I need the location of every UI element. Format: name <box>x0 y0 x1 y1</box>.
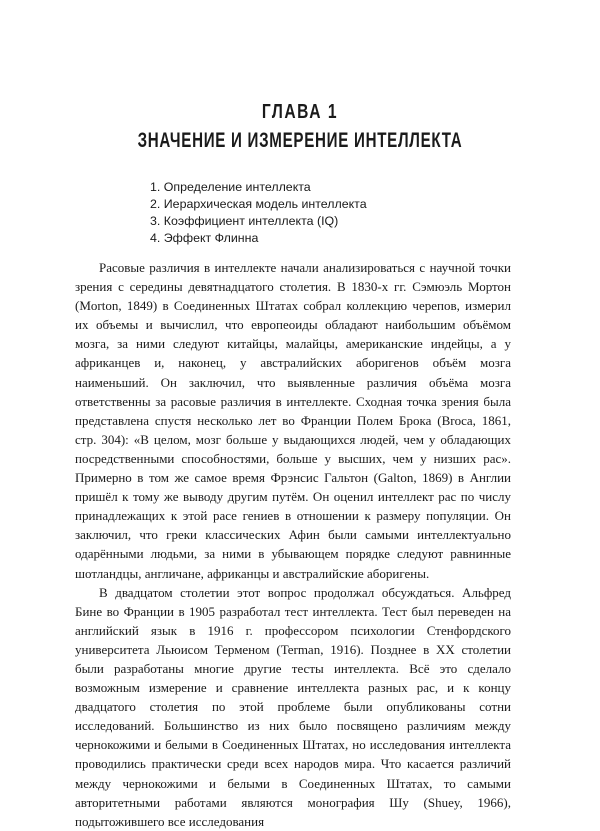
chapter-heading <box>0 100 600 154</box>
chapter-label: ГЛАВА 1 <box>261 101 339 123</box>
contents-item: 2. Иерархическая модель интеллекта <box>150 197 367 211</box>
chapter-title: ЗНАЧЕНИЕ И ИЗМЕРЕНИЕ ИНТЕЛЛЕКТА <box>137 129 463 152</box>
contents-item: 3. Коэффициент интеллекта (IQ) <box>150 214 339 228</box>
paragraph: Расовые различия в интеллекте начали анализироваться с научной точки зрения с середины девятнадцатого столетия. В 1830-х гг. Сэмюэль Мортон (Morton, 1849) в Соединенных Штатах собрал коллекцию черепов, измерил их объемы и вычислил, что европеоиды обладают наибольшим объёмом мозга, за ними следуют китайцы, малайцы, американские индейцы, а у африканцев и, наконец, у австралийских аборигенов объём мозга наименьший. Он заключил, что выявленные различия объёма мозга ответственны за расовые различия в интеллекте. Сходная точка зрения была представлена спустя несколько лет во Франции Полем Брока (Broca, 1861, стр. 304): «В целом, мозг больше у выдающихся людей, чем у обладающих посредственными способностями, больше у высших, чем у низших рас». Примерно в том же самое время Фрэнсис Гальтон (Galton, 1869) в Англии пришёл к тому же выводу другим путём. Он оценил интеллект рас по числу принадлежащих к этой расе гениев в отношении к размеру популяции. Он заключил, что греки классических Афин были самыми интеллектуально одарёнными людьми, за ними в убывающем порядке следуют равнинные шотландцы, англичане, африканцы и австралийские аборигены. <box>75 260 511 581</box>
contents-item: 1. Определение интеллекта <box>150 180 311 194</box>
chapter-contents-list <box>150 179 450 247</box>
paragraph: В двадцатом столетии этот вопрос продолжал обсуждаться. Альфред Бине во Франции в 1905 разработал тест интеллекта. Тест был переведен на английский язык в 1916 г. профессором психологии Стенфордского университета Льюисом Терменом (Terman, 1916). Позднее в XX столетии были разработаны многие другие тесты интеллекта. Всё это сделало возможным измерение и сравнение интеллекта разных рас, и к концу двадцатого столетия по этой проблеме были опубликованы сотни исследований. Большинство из них было посвящено различиям между чернокожими и белыми в Соединенных Штатах, но исследования интеллекта проводились практически среди всех народов мира. Что касается различий между чернокожими и белыми в Соединенных Штатах, то самыми авторитетными работами являются монография Шу (Shuey, 1966), подытожившего все исследования <box>75 584 511 829</box>
contents-item: 4. Эффект Флинна <box>150 231 259 245</box>
body-text <box>75 258 511 831</box>
